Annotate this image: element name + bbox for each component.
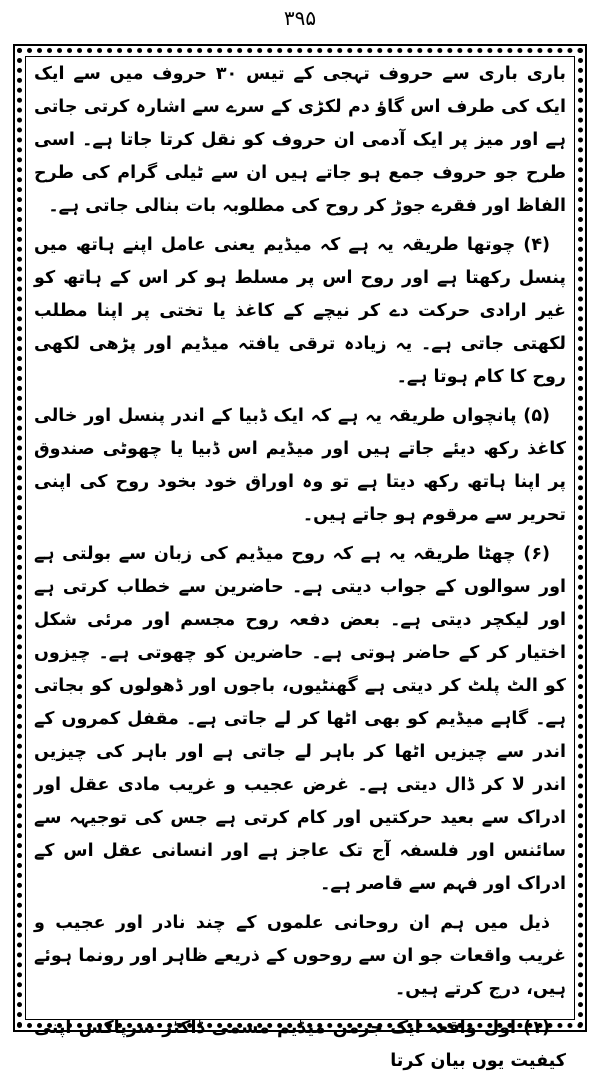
paragraph-2: (۴) چوتھا طریقہ یہ ہے کہ میڈیم یعنی عامل اپنے ہاتھ میں پنسل رکھتا ہے اور روح اس پر مسلط ہو کر اس کے ہاتھ کو غیر ارادی حرکت دے کر نیچے کے کاغذ یا تختی پر اپنا مطلب لکھتی جاتی ہے۔ یہ زیادہ ترقی یافتہ میڈیم اور پڑھی لکھی روح کا کام ہوتا ہے۔ (34, 235, 566, 387)
page-body (34, 58, 566, 1071)
page-number: ۳۹۵ (283, 6, 317, 30)
paragraph-3: (۵) پانچواں طریقہ یہ ہے کہ ایک ڈبیا کے اندر پنسل اور خالی کاغذ رکھ دیئے جاتے ہیں اور میڈیم اس ڈبیا یا چھوٹی صندوق پر اپنا ہاتھ رکھ دیتا ہے تو وہ اوراق خود بخود روح کی اپنی تحریر سے مرقوم ہو جاتے ہیں۔ (34, 406, 566, 525)
paragraph-6: (۱) اول واقعہ ایک جرمن میڈیم مسمی ڈاکٹر سرپاکس اپنی کیفیت یوں بیان کرتا (34, 1018, 566, 1071)
paragraph-4: (۶) چھٹا طریقہ یہ ہے کہ روح میڈیم کی زبان سے بولتی ہے اور سوالوں کے جواب دیتی ہے۔ حاضرین سے خطاب کرتی ہے اور لیکچر دیتی ہے۔ بعض دفعہ روح مجسم اور مرئی شکل اختیار کر کے حاضر ہوتی ہے۔ حاضرین کو چھوتی ہے۔ چیزوں کو الٹ پلٹ کر دیتی ہے گھنٹیوں، باجوں اور ڈھولوں کو بجاتی ہے۔ گاہے میڈیم کو بھی اٹھا کر لے جاتی ہے۔ مقفل کمروں کے اندر سے چیزیں اٹھا کر باہر لے جاتی ہے اور باہر کی چیزیں اندر لا کر ڈال دیتی ہے۔ غرض عجیب و غریب مادی عقل اور ادراک سے بعید حرکتیں اور کام کرتی ہے جس کی توجیہہ سے سائنس اور فلسفہ آج تک عاجز ہے اور انسانی عقل اس کے ادراک اور فہم سے قاصر ہے۔ (34, 544, 566, 894)
paragraph-1: باری باری سے حروف تہجی کے تیس ۳۰ حروف میں سے ایک ایک کی طرف اس گاؤ دم لکڑی کے سرے سے اشارہ کرتی جاتی ہے اور میز پر ایک آدمی ان حروف کو نقل کرتا جاتا ہے۔ اسی طرح جو حروف جمع ہو جاتے ہیں ان سے ٹیلی گرام کی طرح الفاظ اور فقرے جوڑ کر روح کی مطلوبہ بات بنالی جاتی ہے۔ (34, 64, 566, 216)
paragraph-5: ذیل میں ہم ان روحانی علموں کے چند نادر اور عجیب و غریب واقعات جو ان سے روحوں کے ذریعے ظاہر اور رونما ہوئے ہیں، درج کرتے ہیں۔ (34, 913, 566, 999)
